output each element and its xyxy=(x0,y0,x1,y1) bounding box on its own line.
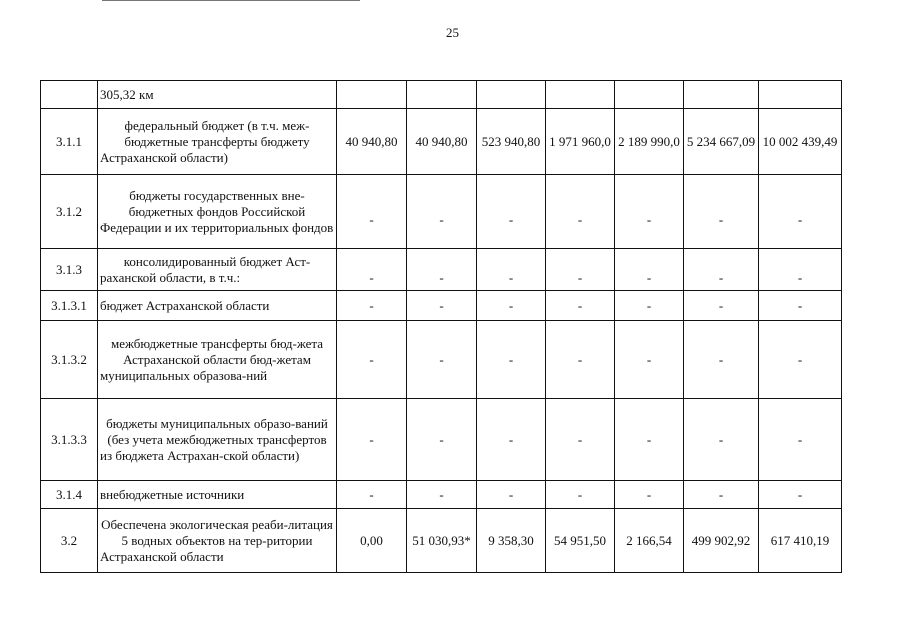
row-description: бюджеты государственных вне-бюджетных фондов Российской Федерации и их территориальных фондов xyxy=(98,175,337,249)
value-cell xyxy=(684,81,759,109)
value-cell: - xyxy=(546,399,615,481)
table-row xyxy=(41,509,842,573)
table-row xyxy=(41,291,842,321)
value-cell: 40 940,80 xyxy=(337,109,407,175)
row-number: 3.1.3.1 xyxy=(41,291,98,321)
value-cell: - xyxy=(615,249,684,291)
value-cell: 523 940,80 xyxy=(477,109,546,175)
table-row xyxy=(41,109,842,175)
value-cell xyxy=(337,81,407,109)
value-cell xyxy=(546,81,615,109)
value-cell: - xyxy=(684,175,759,249)
row-description: федеральный бюджет (в т.ч. меж-бюджетные трансферты бюджету Астраханской области) xyxy=(98,109,337,175)
table-row xyxy=(41,399,842,481)
value-cell: 40 940,80 xyxy=(407,109,477,175)
row-description: внебюджетные источники xyxy=(98,481,337,509)
row-description: консолидированный бюджет Аст-раханской области, в т.ч.: xyxy=(98,249,337,291)
row-number xyxy=(41,81,98,109)
row-number: 3.1.4 xyxy=(41,481,98,509)
value-cell: - xyxy=(407,291,477,321)
value-cell: - xyxy=(684,291,759,321)
budget-table xyxy=(40,80,842,573)
table-row xyxy=(41,249,842,291)
value-cell: - xyxy=(337,399,407,481)
top-rule xyxy=(102,0,360,1)
value-cell: - xyxy=(546,249,615,291)
value-cell: - xyxy=(407,481,477,509)
value-cell: 5 234 667,09 xyxy=(684,109,759,175)
value-cell: - xyxy=(759,291,842,321)
value-cell: - xyxy=(477,291,546,321)
value-cell: - xyxy=(477,175,546,249)
value-cell: - xyxy=(615,291,684,321)
value-cell: 54 951,50 xyxy=(546,509,615,573)
value-cell: 2 166,54 xyxy=(615,509,684,573)
value-cell: - xyxy=(684,249,759,291)
value-cell: - xyxy=(615,481,684,509)
table-row xyxy=(41,175,842,249)
value-cell: - xyxy=(546,175,615,249)
row-number: 3.1.3.3 xyxy=(41,399,98,481)
value-cell xyxy=(407,81,477,109)
value-cell: - xyxy=(759,399,842,481)
value-cell: - xyxy=(684,481,759,509)
value-cell xyxy=(477,81,546,109)
row-description: Обеспечена экологическая реаби-литация 5 водных объектов на тер-ритории Астраханской области xyxy=(98,509,337,573)
value-cell: - xyxy=(615,321,684,399)
value-cell: - xyxy=(337,321,407,399)
value-cell: - xyxy=(337,291,407,321)
value-cell: - xyxy=(759,481,842,509)
value-cell: - xyxy=(477,481,546,509)
value-cell: - xyxy=(615,399,684,481)
page-number: 25 xyxy=(446,25,459,40)
row-number: 3.1.3 xyxy=(41,249,98,291)
value-cell: 499 902,92 xyxy=(684,509,759,573)
value-cell: 10 002 439,49 xyxy=(759,109,842,175)
row-description: бюджеты муниципальных образо-ваний (без учета межбюджетных трансфертов из бюджета Астрахан-ской области) xyxy=(98,399,337,481)
value-cell: - xyxy=(546,291,615,321)
value-cell: - xyxy=(759,321,842,399)
value-cell xyxy=(615,81,684,109)
value-cell: 2 189 990,0 xyxy=(615,109,684,175)
value-cell: 51 030,93* xyxy=(407,509,477,573)
value-cell: 9 358,30 xyxy=(477,509,546,573)
value-cell: - xyxy=(477,321,546,399)
value-cell: - xyxy=(477,249,546,291)
value-cell: - xyxy=(477,399,546,481)
value-cell: - xyxy=(337,481,407,509)
value-cell: - xyxy=(546,481,615,509)
row-number: 3.2 xyxy=(41,509,98,573)
value-cell: - xyxy=(407,399,477,481)
row-description: 305,32 км xyxy=(98,81,337,109)
value-cell: - xyxy=(407,249,477,291)
value-cell: - xyxy=(759,175,842,249)
row-description: межбюджетные трансферты бюд-жета Астраханской области бюд-жетам муниципальных образова-ний xyxy=(98,321,337,399)
value-cell: 617 410,19 xyxy=(759,509,842,573)
value-cell: 0,00 xyxy=(337,509,407,573)
value-cell: - xyxy=(759,249,842,291)
row-description: бюджет Астраханской области xyxy=(98,291,337,321)
value-cell: - xyxy=(407,175,477,249)
value-cell: - xyxy=(337,249,407,291)
table-row xyxy=(41,481,842,509)
row-number: 3.1.3.2 xyxy=(41,321,98,399)
value-cell: - xyxy=(546,321,615,399)
row-number: 3.1.2 xyxy=(41,175,98,249)
value-cell: 1 971 960,0 xyxy=(546,109,615,175)
table-row xyxy=(41,321,842,399)
table-row xyxy=(41,81,842,109)
value-cell: - xyxy=(684,321,759,399)
value-cell xyxy=(759,81,842,109)
value-cell: - xyxy=(407,321,477,399)
value-cell: - xyxy=(615,175,684,249)
value-cell: - xyxy=(337,175,407,249)
value-cell: - xyxy=(684,399,759,481)
row-number: 3.1.1 xyxy=(41,109,98,175)
